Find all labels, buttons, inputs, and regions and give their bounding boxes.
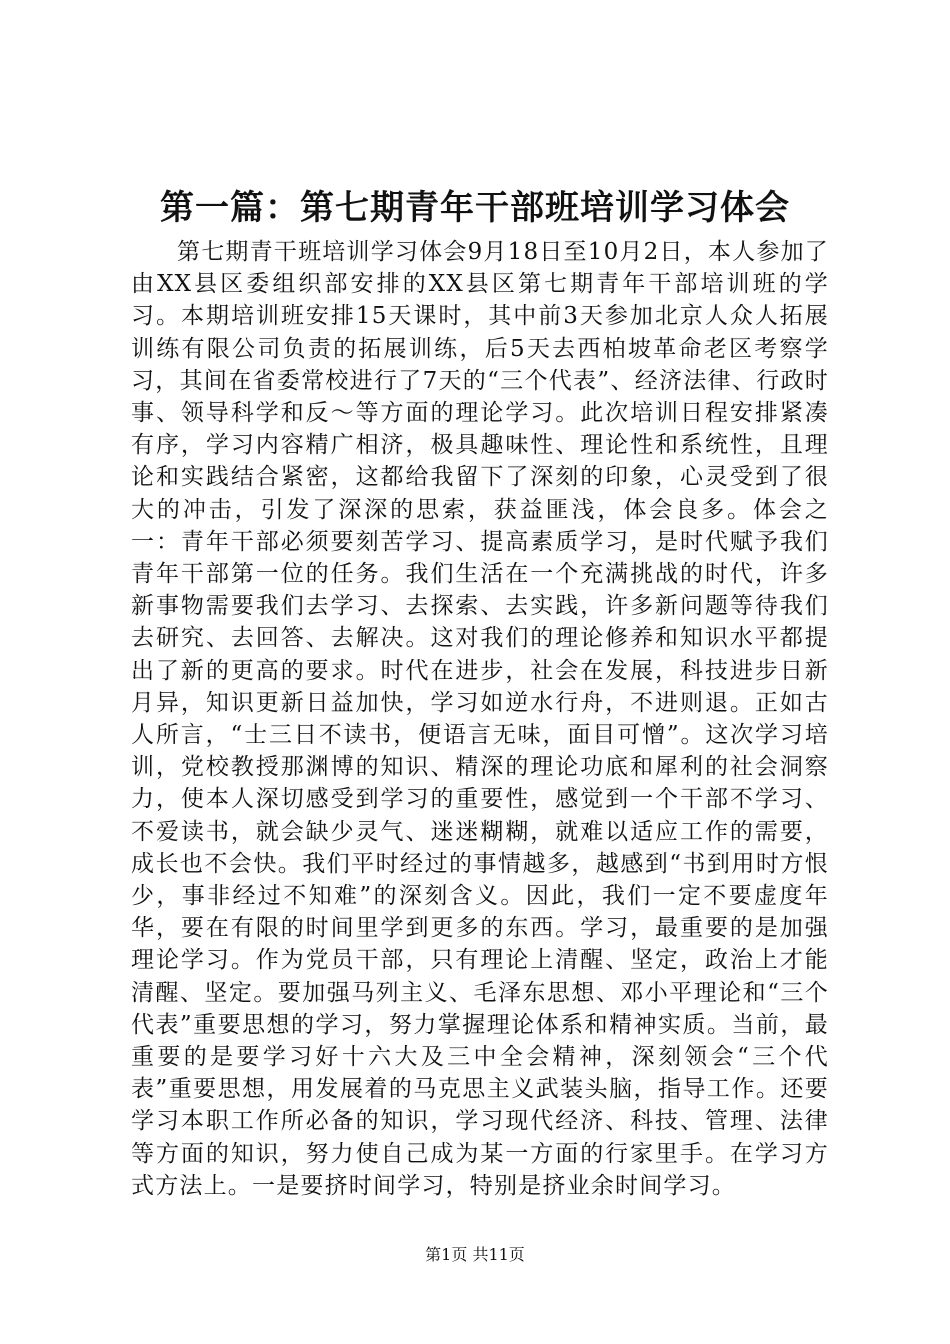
document-body: 第七期青干班培训学习体会9月18日至10月2日，本人参加了由XX县区委组织部安排的XX县区第七期青年干部培训班的学习。本期培训班安排15天课时，其中前3天参加北京人众人拓展训练有限公司负责的拓展训练，后5天去西柏坡革命老区考察学习，其间在省委常校进行了7天的“三个代表”、经济法律、行政时事、领导科学和反～等方面的理论学习。此次培训日程安排紧凑有序，学习内容精广相济，极具趣味性、理论性和系统性，且理论和实践结合紧密，这都给我留下了深刻的印象，心灵受到了很大的冲击，引发了深深的思索，获益匪浅，体会良多。体会之一：青年干部必须要刻苦学习、提高素质学习，是时代赋予我们青年干部第一位的任务。我们生活在一个充满挑战的时代，许多新事物需要我们去学习、去探索、去实践，许多新问题等待我们去研究、去回答、去解决。这对我们的理论修养和知识水平都提出了新的更高的要求。时代在进步，社会在发展，科技进步日新月异，知识更新日益加快，学习如逆水行舟，不进则退。正如古人所言，“士三日不读书，便语言无味，面目可憎”。这次学习培训，党校教授那渊博的知识、精深的理论功底和犀利的社会洞察力，使本人深切感受到学习的重要性，感觉到一个干部不学习、不爱读书，就会缺少灵气、迷迷糊糊，就难以适应工作的需要，成长也不会快。我们平时经过的事情越多，越感到“书到用时方恨少，事非经过不知难”的深刻含义。因此，我们一定不要虚度年华，要在有限的时间里学到更多的东西。学习，最重要的是加强理论学习。作为党员干部，只有理论上清醒、坚定，政治上才能清醒、坚定。要加强马列主义、毛泽东思想、邓小平理论和“三个代表”重要思想的学习，努力掌握理论体系和精神实质。当前，最重要的是要学习好十六大及三中全会精神，深刻领会“三个代表”重要思想，用发展着的马克思主义武装头脑，指导工作。还要学习本职工作所必备的知识，学习现代经济、科技、管理、法律等方面的知识，努力使自己成为某一方面的行家里手。在学习方式方法上。一是要挤时间学习，特别是挤业余时间学习。 (131, 239, 829, 1199)
page-footer: 第1页 共11页 (425, 1245, 525, 1264)
document-title: 第一篇：第七期青年干部班培训学习体会 (160, 188, 790, 228)
